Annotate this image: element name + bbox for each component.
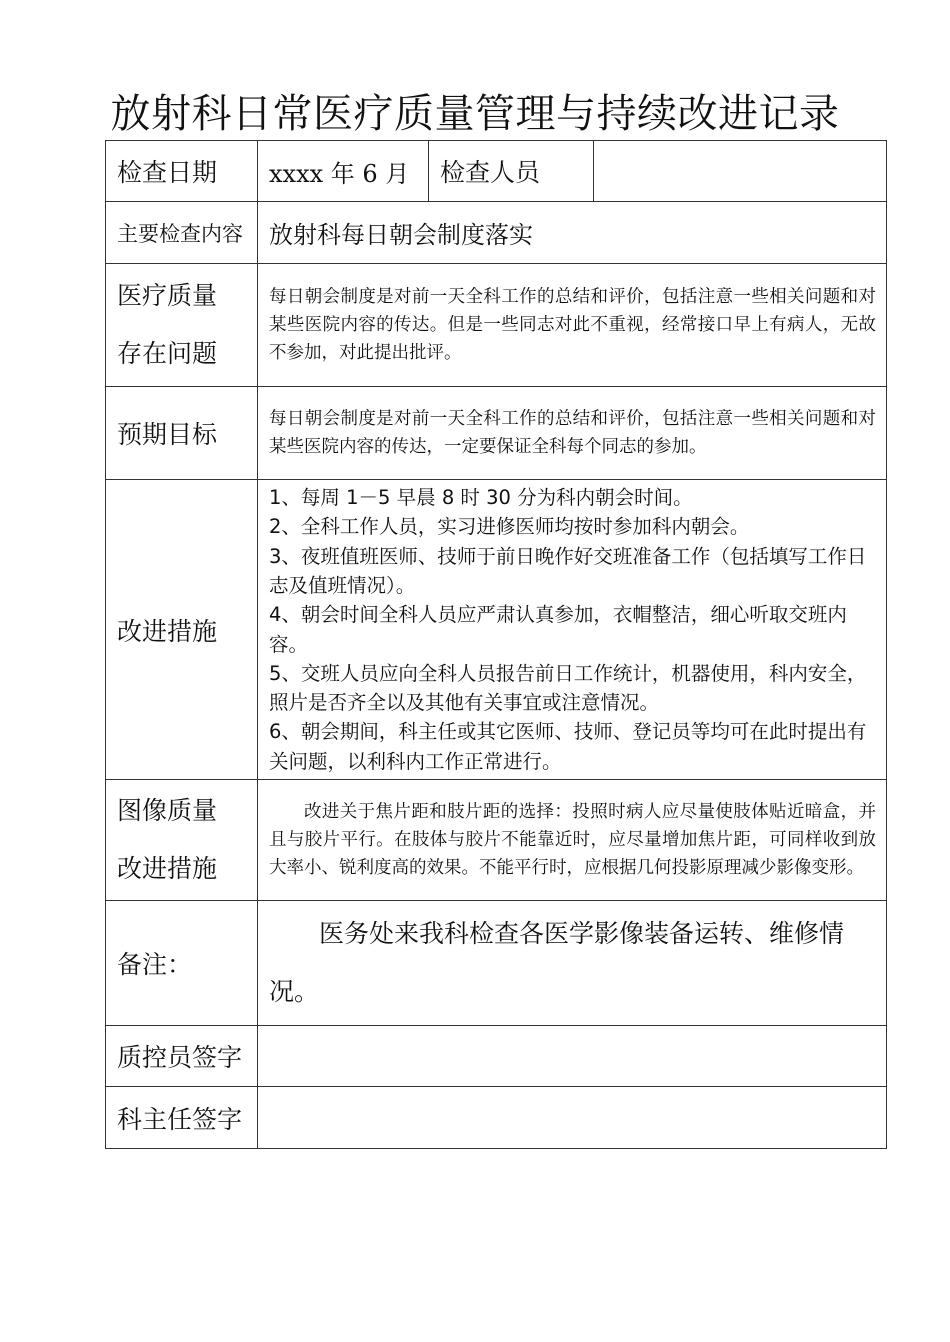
main-content-value[interactable]: 放射科每日朝会制度落实 (258, 202, 887, 264)
measure-item: 2、全科工作人员，实习进修医师均按时参加科内朝会。 (269, 515, 750, 539)
director-signature-value[interactable] (258, 1087, 887, 1149)
inspector-label: 检查人员 (429, 141, 594, 202)
measures-list[interactable] (258, 480, 887, 780)
measure-item: 6、朝会期间，科主任或其它医师、技师、登记员等均可在此时提出有关问题，以利科内工作正常进行。 (269, 720, 867, 773)
row-director-signature (106, 1087, 887, 1149)
row-image-quality (106, 780, 887, 901)
main-content-label: 主要检查内容 (106, 202, 258, 264)
target-label: 预期目标 (106, 387, 258, 480)
quality-issue-label-line1: 医疗质量 (117, 281, 218, 310)
image-quality-label-line2: 改进措施 (117, 854, 218, 883)
measure-item: 3、夜班值班医师、技师于前日晚作好交班准备工作（包括填写工作日志及值班情况）。 (269, 544, 867, 597)
director-signature-label: 科主任签字 (106, 1087, 258, 1149)
row-measures (106, 480, 887, 780)
qc-signature-value[interactable] (258, 1026, 887, 1087)
image-quality-label (106, 780, 258, 901)
row-remarks (106, 901, 887, 1026)
check-date-label: 检查日期 (106, 141, 258, 202)
remarks-label: 备注： (106, 901, 258, 1026)
check-date-value[interactable]: xxxx 年 6 月 (258, 141, 429, 202)
target-value[interactable]: 每日朝会制度是对前一天全科工作的总结和评价，包括注意一些相关问题和对某些医院内容的传达，一定要保证全科每个同志的参加。 (258, 387, 887, 480)
quality-issue-label (106, 264, 258, 387)
inspector-value[interactable] (594, 141, 887, 202)
row-quality-issue (106, 264, 887, 387)
row-main-content (106, 202, 887, 264)
measure-item: 1、每周 1－5 早晨 8 时 30 分为科内朝会时间。 (269, 486, 693, 510)
image-quality-value[interactable]: 改进关于焦片距和肢片距的选择：投照时病人应尽量使肢体贴近暗盒，并且与胶片平行。在肢体与胶片不能靠近时，应尽量增加焦片距，可同样收到放大率小、锐利度高的效果。不能平行时，应根据几何投影原理减少影像变形。 (258, 780, 887, 901)
measure-item: 5、交班人员应向全科人员报告前日工作统计，机器使用，科内安全，照片是否齐全以及其他有关事宜或注意情况。 (269, 661, 867, 715)
measure-item: 4、朝会时间全科人员应严肃认真参加，衣帽整洁，细心听取交班内容。 (269, 603, 847, 656)
qc-signature-label: 质控员签字 (106, 1026, 258, 1087)
row-check-date (106, 141, 887, 202)
quality-issue-label-line2: 存在问题 (117, 339, 218, 368)
quality-issue-value[interactable]: 每日朝会制度是对前一天全科工作的总结和评价，包括注意一些相关问题和对某些医院内容的传达。但是一些同志对此不重视，经常接口早上有病人，无故不参加，对此提出批评。 (258, 264, 887, 387)
row-target (106, 387, 887, 480)
image-quality-label-line1: 图像质量 (117, 796, 218, 825)
measures-label: 改进措施 (106, 480, 258, 780)
page-title: 放射科日常医疗质量管理与持续改进记录 (110, 91, 840, 137)
row-qc-signature (106, 1026, 887, 1087)
remarks-value[interactable]: 医务处来我科检查各医学影像装备运转、维修情况。 (258, 901, 887, 1026)
record-form (105, 140, 887, 1149)
